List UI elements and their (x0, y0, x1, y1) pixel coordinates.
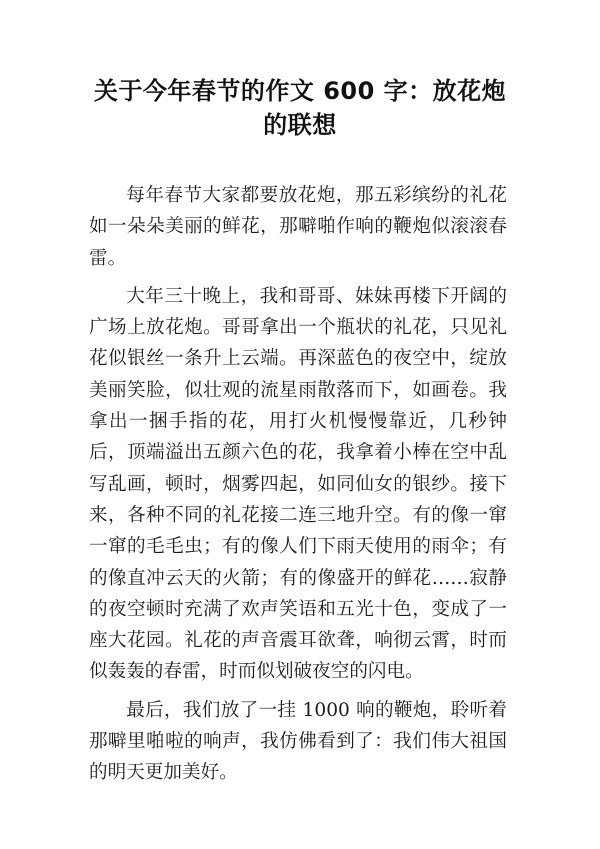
paragraph-3: 最后，我们放了一挂 1000 响的鞭炮，聆听着那噼里啪啦的响声，我仿佛看到了：我们伟大祖国的明天更加美好。 (89, 699, 507, 784)
title-line-1: 关于今年春节的作文 600 字：放花炮 (93, 77, 507, 105)
title-line-2: 的联想 (263, 111, 337, 139)
essay-body (89, 180, 507, 796)
paragraph-2: 大年三十晚上，我和哥哥、妹妹再楼下开阔的广场上放花炮。哥哥拿出一个瓶状的礼花，只见礼花似银丝一条升上云端。再深蓝色的夜空中，绽放美丽笑脸，似壮观的流星雨散落而下，如画卷。我拿出一捆手指的花，用打火机慢慢靠近，几秒钟后，顶端溢出五颜六色的花，我拿着小棒在空中乱写乱画，顿时，烟雾四起，如同仙女的银纱。接下来，各种不同的礼花接二连三地升空。有的像一窜一窜的毛毛虫；有的像人们下雨天使用的雨伞；有的像直冲云天的火箭；有的像盛开的鲜花……寂静的夜空顿时充满了欢声笑语和五光十色，变成了一座大花园。礼花的声音震耳欲聋，响彻云霄，时而似轰轰的春雷，时而似划破夜空的闪电。 (89, 285, 507, 683)
page-title (70, 74, 530, 142)
paragraph-1: 每年春节大家都要放花炮，那五彩缤纷的礼花如一朵朵美丽的鲜花，那噼啪作响的鞭炮似滚滚春雷。 (89, 185, 507, 269)
